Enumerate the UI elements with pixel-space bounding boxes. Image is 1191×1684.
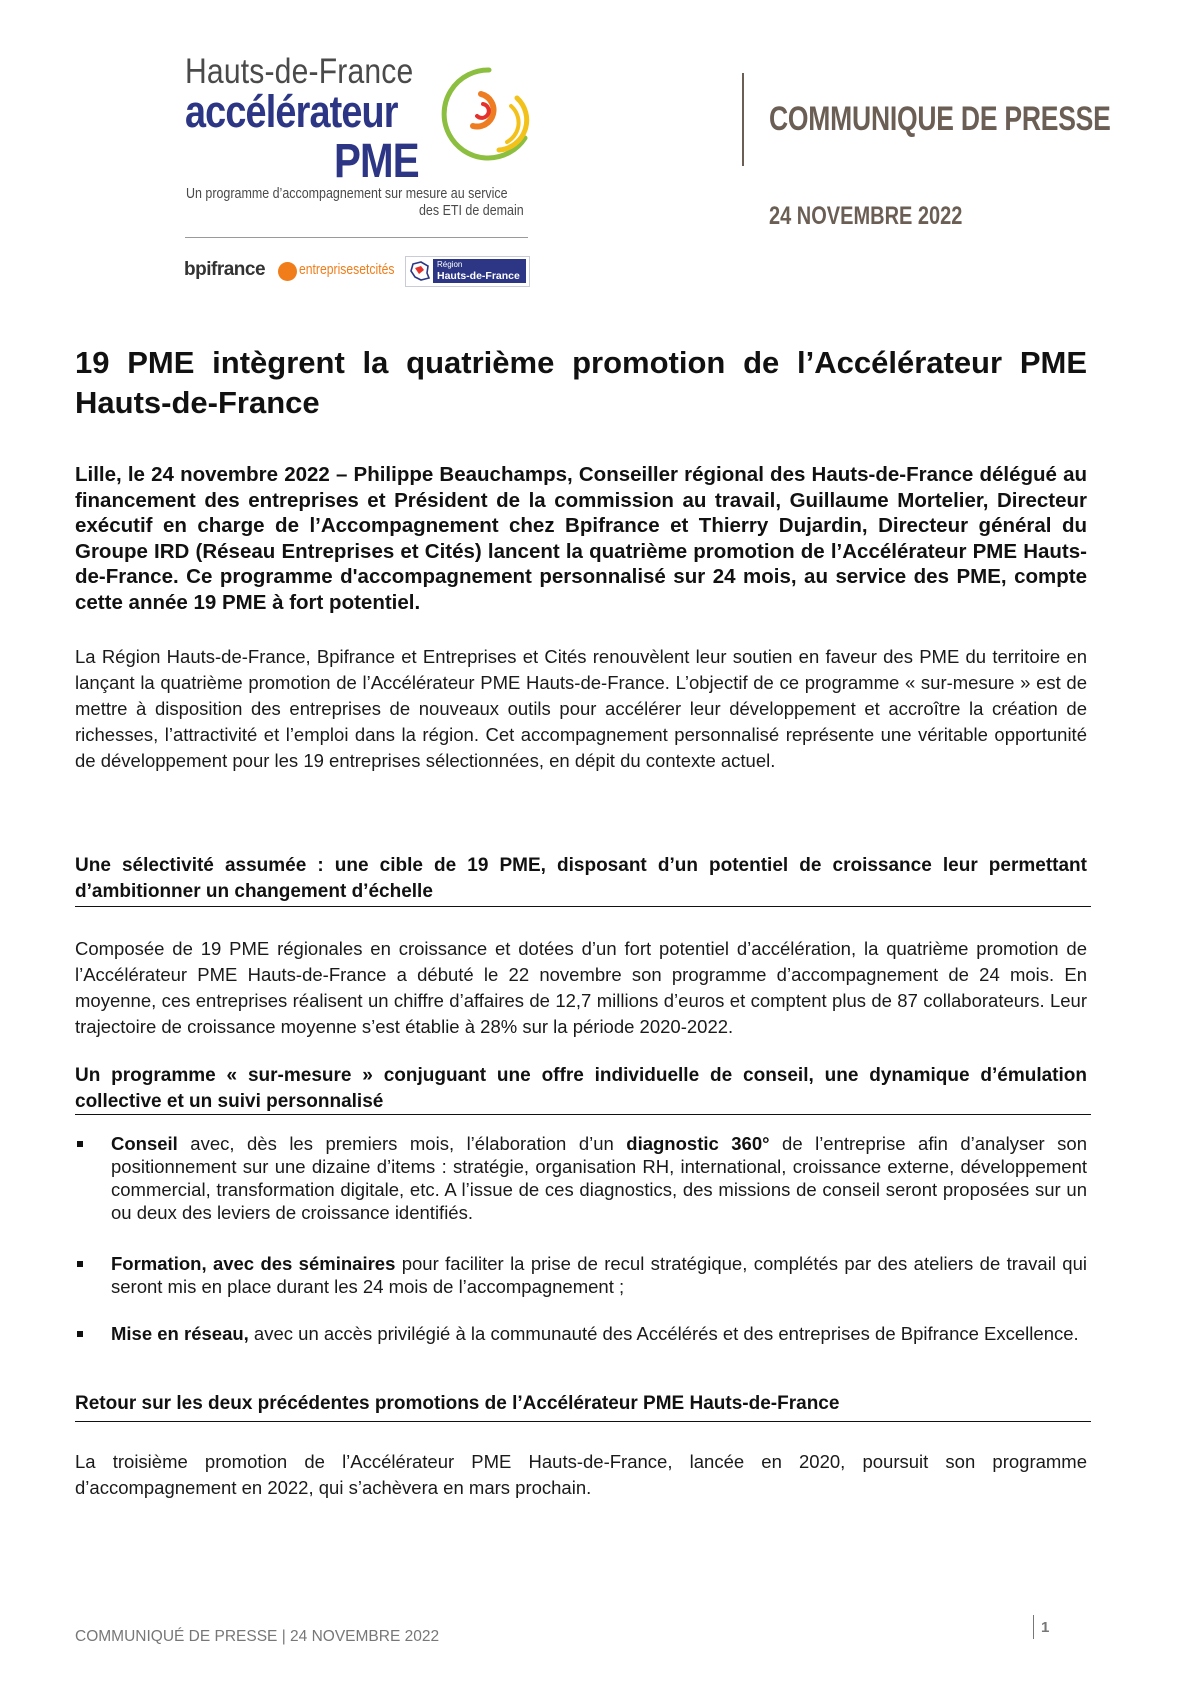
accelerator-swirl-icon: [433, 64, 531, 168]
section-underline: [75, 1114, 1091, 1115]
list-item: [75, 1252, 1087, 1298]
bpifrance-logo: bpifrance: [184, 259, 266, 280]
list-item: [75, 1132, 1087, 1224]
section-underline: [75, 906, 1091, 907]
lead-paragraph: Lille, le 24 novembre 2022 – Philippe Beauchamps, Conseiller régional des Hauts-de-France délégué au financement des entreprises et Président de la commission au travail, Guillaume Mortelier, Directeur exécutif en charge de l’Accompagnement chez Bpifrance et Thierry Dujardin, Directeur général du Groupe IRD (Réseau Entreprises et Cités) lancent la quatrième promotion de l’Accélérateur PME Hauts-de-France. Ce programme d'accompagnement personnalisé sur 24 mois, au service des PME, compte cette année 19 PME à fort potentiel.: [75, 463, 1087, 614]
region-label-name: Hauts-de-France: [437, 270, 520, 282]
intro-paragraph: La Région Hauts-de-France, Bpifrance et Entreprises et Cités renouvèlent leur soutien en faveur des PME du territoire en lançant la quatrième promotion de l’Accélérateur PME Hauts-de-France. L’objectif de ce programme « sur-mesure » est de mettre à disposition des entreprises de nouveaux outils pour accélérer leur développement et accroître la création de richesses, l’attractivité et l’emploi dans la région. Cet accompagnement personnalisé représente une véritable opportunité de développement pour les 19 entreprises sélectionnées, en dépit du contexte actuel.: [75, 646, 1087, 771]
list-item-keyword: Formation, avec des séminaires: [111, 1253, 396, 1274]
header-divider: [742, 73, 744, 166]
list-item-body: avec un accès privilégié à la communauté des Accélérés et des entreprises de Bpifrance Excellence.: [248, 1323, 1079, 1344]
page-title: 19 PME intègrent la quatrième promotion de l’Accélérateur PME Hauts-de-France: [75, 345, 1087, 420]
footer-label: COMMUNIQUÉ DE PRESSE | 24 NOVEMBRE 2022: [75, 1628, 440, 1645]
section-heading-selectivity: Une sélectivité assumée : une cible de 19 PME, disposant d’un potentiel de croissance leur permettant d’ambitionner un changement d’échelle: [75, 855, 1087, 902]
section-paragraph-previous-promotions: La troisième promotion de l’Accélérateur PME Hauts-de-France, lancée en 2020, poursuit son programme d’accompagnement en 2022, qui s’achèvera en mars prochain.: [75, 1451, 1087, 1498]
list-item-keyword: diagnostic 360°: [626, 1133, 770, 1154]
page-number: 1: [1041, 1619, 1050, 1636]
section-underline: [75, 1421, 1091, 1422]
section-heading-programme: Un programme « sur-mesure » conjuguant une offre individuelle de conseil, une dynamique d’émulation collective et un suivi personnalisé: [75, 1065, 1087, 1112]
list-item-keyword: Mise en réseau,: [111, 1323, 249, 1344]
bullet-square-icon: [77, 1331, 83, 1337]
list-item-text: [111, 1252, 1087, 1298]
footer-divider: [1033, 1615, 1034, 1639]
section-heading-previous-promotions: Retour sur les deux précédentes promotions de l’Accélérateur PME Hauts-de-France: [75, 1393, 840, 1414]
press-release-date: 24 NOVEMBRE 2022: [769, 202, 963, 230]
logo-tagline: Un programme d’accompagnement sur mesure au service: [186, 186, 508, 202]
list-item-body: de l’entreprise afin d’analyser son positionnement sur une dizaine d’items : stratégie, organisation RH, international, croissance externe, développement commercial, transformation digitale, etc. A l’issue de ces diagnostics, des missions de conseil seront proposées sur un ou deux des leviers de croissance identifiés.: [111, 1133, 1087, 1223]
list-item-keyword: Conseil: [111, 1133, 178, 1154]
logo-tagline-continued: des ETI de demain: [419, 203, 524, 219]
list-item-body: avec, dès les premiers mois, l’élaboration d’un: [177, 1133, 627, 1154]
list-item-text: [111, 1322, 1087, 1345]
region-label-box: [433, 259, 526, 283]
bullet-square-icon: [77, 1141, 83, 1147]
entreprises-et-cites-logo: entreprisesetcités: [299, 262, 395, 278]
logo-region-text: Hauts-de-France: [185, 52, 414, 91]
logo-divider: [185, 237, 528, 238]
region-label-small: Région: [437, 260, 463, 269]
logo-pme-text: PME: [334, 135, 419, 188]
section-paragraph-selectivity: Composée de 19 PME régionales en croissance et dotées d’un fort potentiel d’accélération, la quatrième promotion de l’Accélérateur PME Hauts-de-France a débuté le 22 novembre son programme d’accompagnement de 24 mois. En moyenne, ces entreprises réalisent un chiffre d’affaires de 12,7 millions d’euros et comptent plus de 87 collaborateurs. Leur trajectoire de croissance moyenne s’est établie à 28% sur la période 2020-2022.: [75, 938, 1087, 1037]
region-map-icon: [409, 260, 431, 282]
region-hauts-de-france-logo: [405, 256, 530, 287]
entreprises-et-cites-icon: [278, 262, 297, 281]
logo-accelerateur-text: accélérateur: [185, 86, 398, 137]
list-item-body: pour faciliter la prise de recul stratégique, complétés par des ateliers de travail qui seront mis en place durant les 24 mois de l’accompagnement ;: [111, 1253, 1087, 1297]
list-item-text: [111, 1132, 1087, 1224]
bullet-square-icon: [77, 1261, 83, 1267]
press-release-label: COMMUNIQUE DE PRESSE: [769, 100, 1111, 138]
list-item: [75, 1322, 1087, 1345]
